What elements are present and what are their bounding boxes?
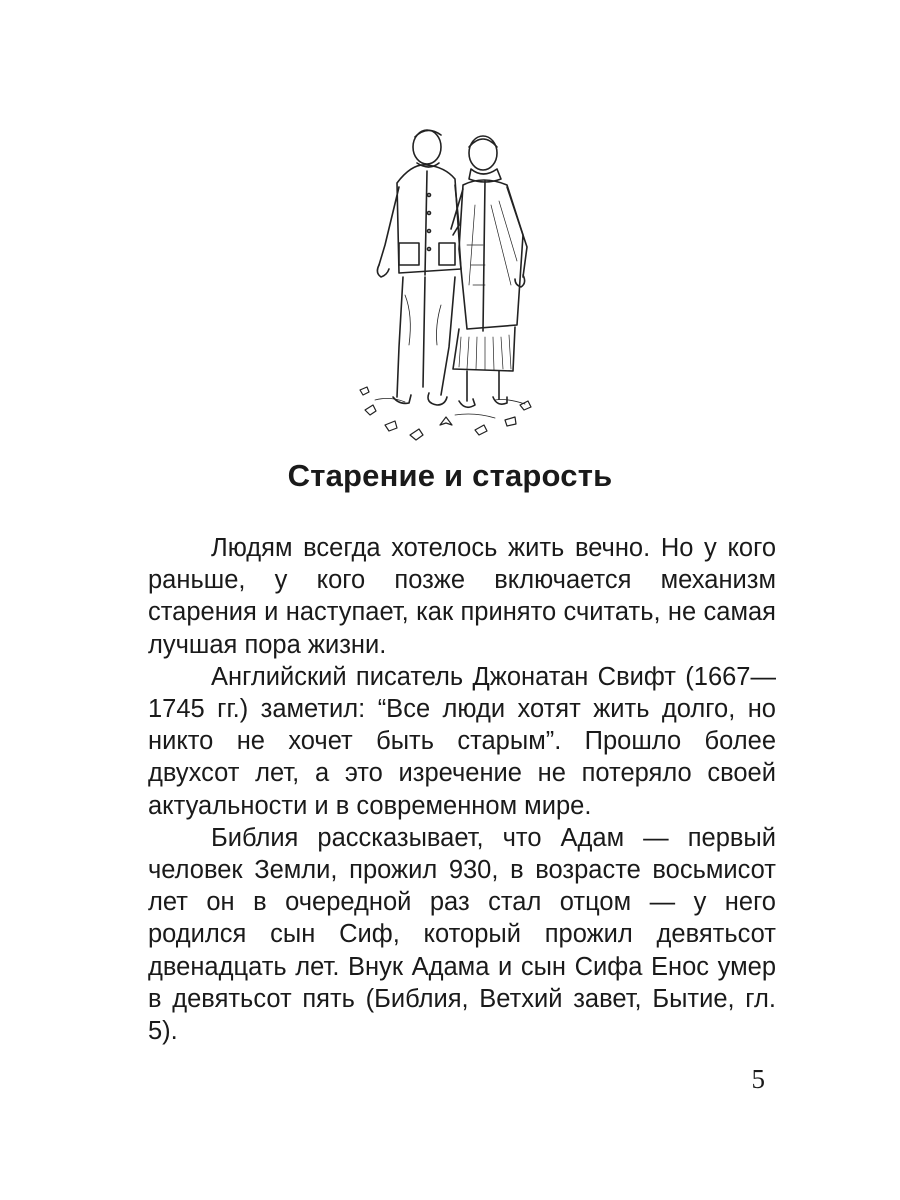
elderly-couple-illustration <box>355 125 540 445</box>
page-title: Старение и старость <box>287 458 613 493</box>
paragraph: Библия рассказывает, что Адам — первый человек Земли, прожил 930, в возрасте восьмисот лет он в очередной раз стал отцом — у него родился сын Сиф, который прожил девятьсот двенадцать лет. Внук Адама и сын Сифа Енос умер в девятьсот пять (Библия, Ветхий завет, Бытие, гл. 5). <box>148 823 776 1046</box>
paragraph: Английский писатель Джонатан Свифт (1667—1745 гг.) заметил: “Все люди хотят жить долго, но никто не хочет быть старым”. Прошло более двухсот лет, а это изречение не потеряло своей актуальности и в современном мире. <box>148 662 776 820</box>
page-number: 5 <box>751 1064 765 1094</box>
elderly-couple-walking-icon <box>355 125 540 445</box>
body-text <box>148 532 776 1047</box>
paragraph: Людям всегда хотелось жить вечно. Но у кого раньше, у кого позже включается механизм старения и наступает, как принято считать, не самая лучшая пора жизни. <box>148 534 776 659</box>
